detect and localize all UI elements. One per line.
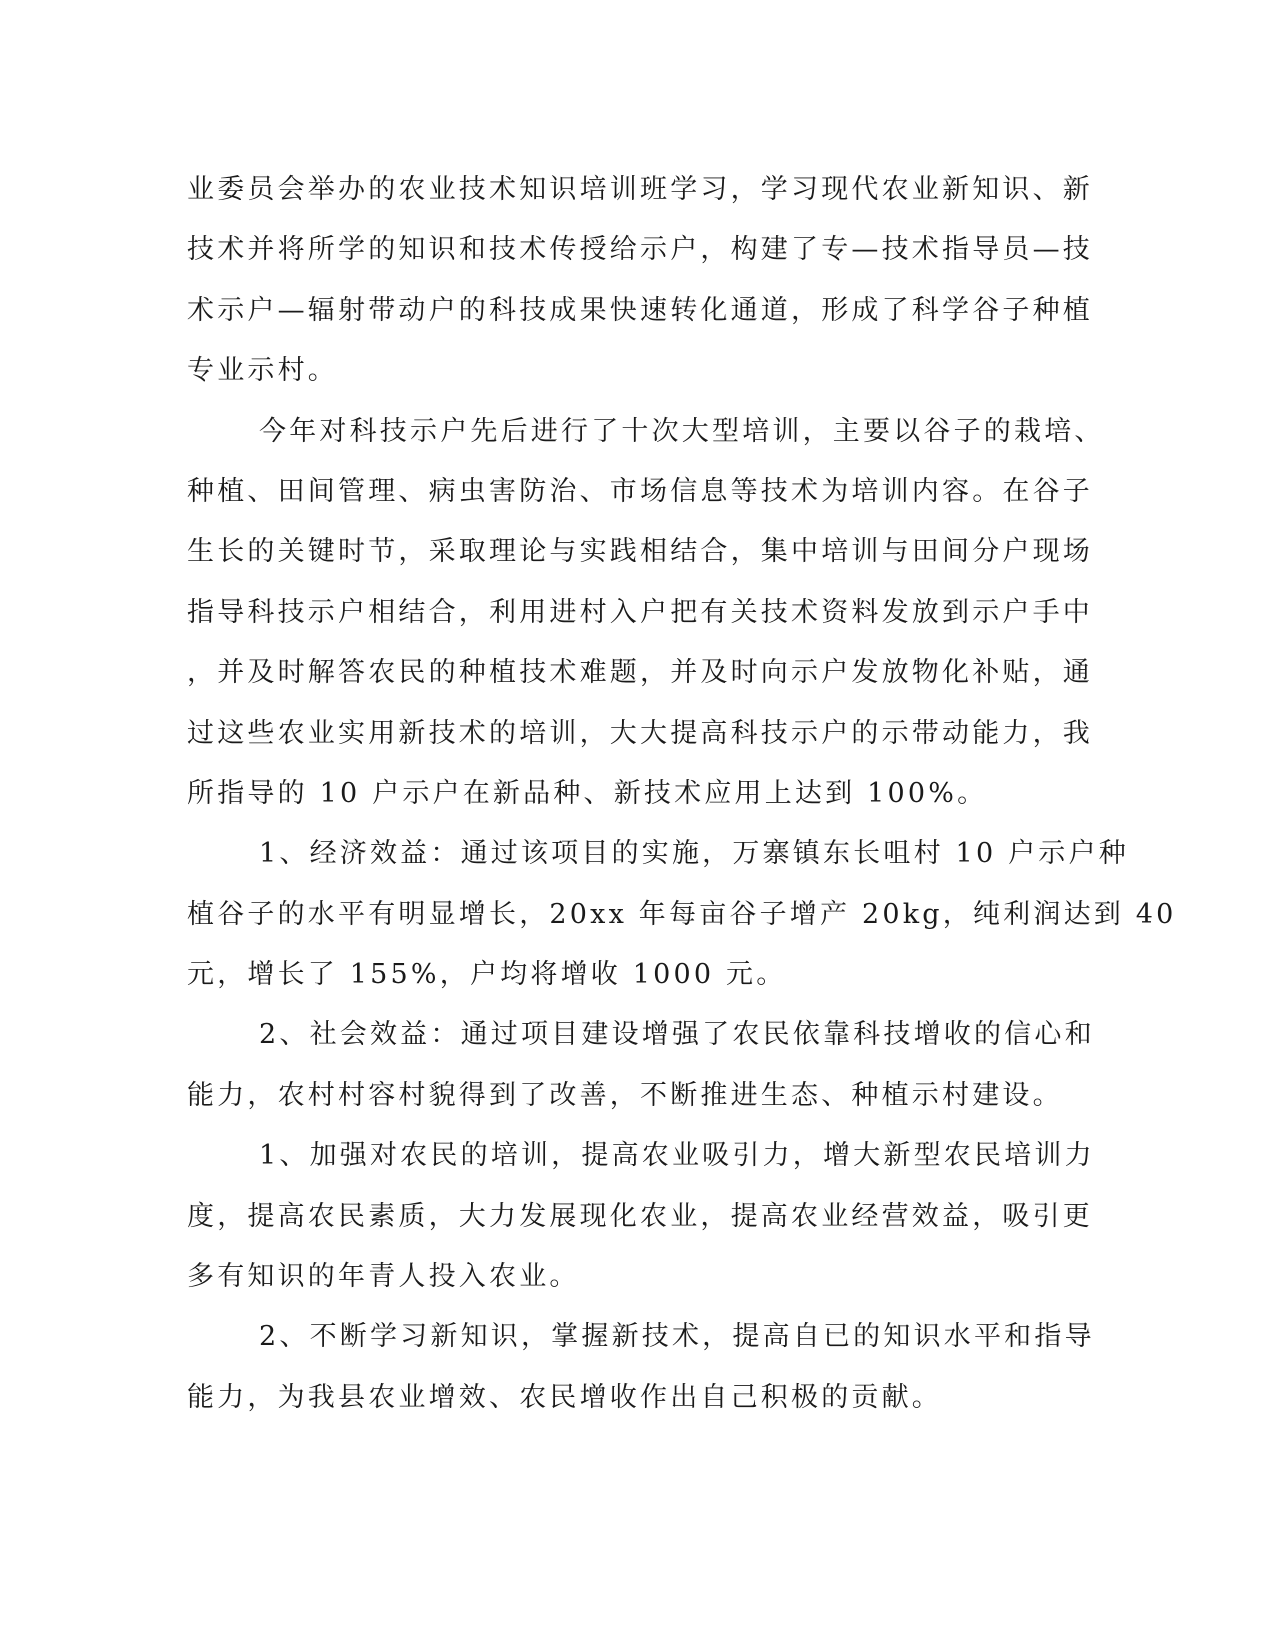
paragraph-4 bbox=[187, 1005, 1095, 1126]
paragraph-line: 所指导的 10 户示户在新品种、新技术应用上达到 100%。 bbox=[187, 777, 988, 809]
paragraph-line: 种植、田间管理、病虫害防治、市场信息等技术为培训内容。在谷子 bbox=[187, 475, 1093, 507]
paragraph-2 bbox=[187, 402, 1105, 825]
paragraph-1 bbox=[187, 160, 1093, 402]
paragraph-line: 1、经济效益：通过该项目的实施，万寨镇东长咀村 10 户示户种 bbox=[259, 838, 1129, 870]
paragraph-line: 术示户—辐射带动户的科技成果快速转化通道，形成了科学谷子种植 bbox=[187, 294, 1093, 326]
paragraph-line: 能力，农村村容村貌得到了改善，不断推进生态、种植示村建设。 bbox=[187, 1079, 1063, 1111]
paragraph-line: 专业示村。 bbox=[187, 355, 338, 387]
paragraph-line: 业委员会举办的农业技术知识培训班学习，学习现代农业新知识、新 bbox=[187, 174, 1093, 205]
paragraph-line: 2、不断学习新知识，掌握新技术，提高自已的知识水平和指导 bbox=[259, 1321, 1095, 1353]
paragraph-line: 技术并将所学的知识和技术传授给示户，构建了专—技术指导员—技 bbox=[187, 234, 1093, 266]
paragraph-line: 元，增长了 155%，户均将增收 1000 元。 bbox=[187, 959, 787, 991]
paragraph-5 bbox=[187, 1126, 1095, 1307]
document-body bbox=[187, 160, 1177, 1428]
paragraph-6 bbox=[187, 1307, 1095, 1428]
paragraph-line: 能力，为我县农业增效、农民增收作出自己积极的贡献。 bbox=[187, 1381, 942, 1413]
paragraph-line: 多有知识的年青人投入农业。 bbox=[187, 1261, 580, 1293]
paragraph-line: 指导科技示户相结合，利用进村入户把有关技术资料发放到示户手中 bbox=[187, 596, 1093, 628]
paragraph-line: ，并及时解答农民的种植技术难题，并及时向示户发放物化补贴，通 bbox=[187, 657, 1093, 689]
paragraph-line: 生长的关键时节，采取理论与实践相结合，集中培训与田间分户现场 bbox=[187, 536, 1093, 568]
paragraph-line: 2、社会效益：通过项目建设增强了农民依靠科技增收的信心和 bbox=[259, 1019, 1095, 1051]
paragraph-line: 植谷子的水平有明显增长，20xx 年每亩谷子增产 20kg，纯利润达到 40 bbox=[187, 898, 1177, 930]
paragraph-line: 1、加强对农民的培训，提高农业吸引力，增大新型农民培训力 bbox=[259, 1140, 1095, 1172]
paragraph-line: 度，提高农民素质，大力发展现化农业，提高农业经营效益，吸引更 bbox=[187, 1200, 1093, 1232]
paragraph-line: 过这些农业实用新技术的培训，大大提高科技示户的示带动能力，我 bbox=[187, 717, 1093, 749]
paragraph-3 bbox=[187, 824, 1177, 1005]
paragraph-line: 今年对科技示户先后进行了十次大型培训，主要以谷子的栽培、 bbox=[259, 415, 1105, 447]
